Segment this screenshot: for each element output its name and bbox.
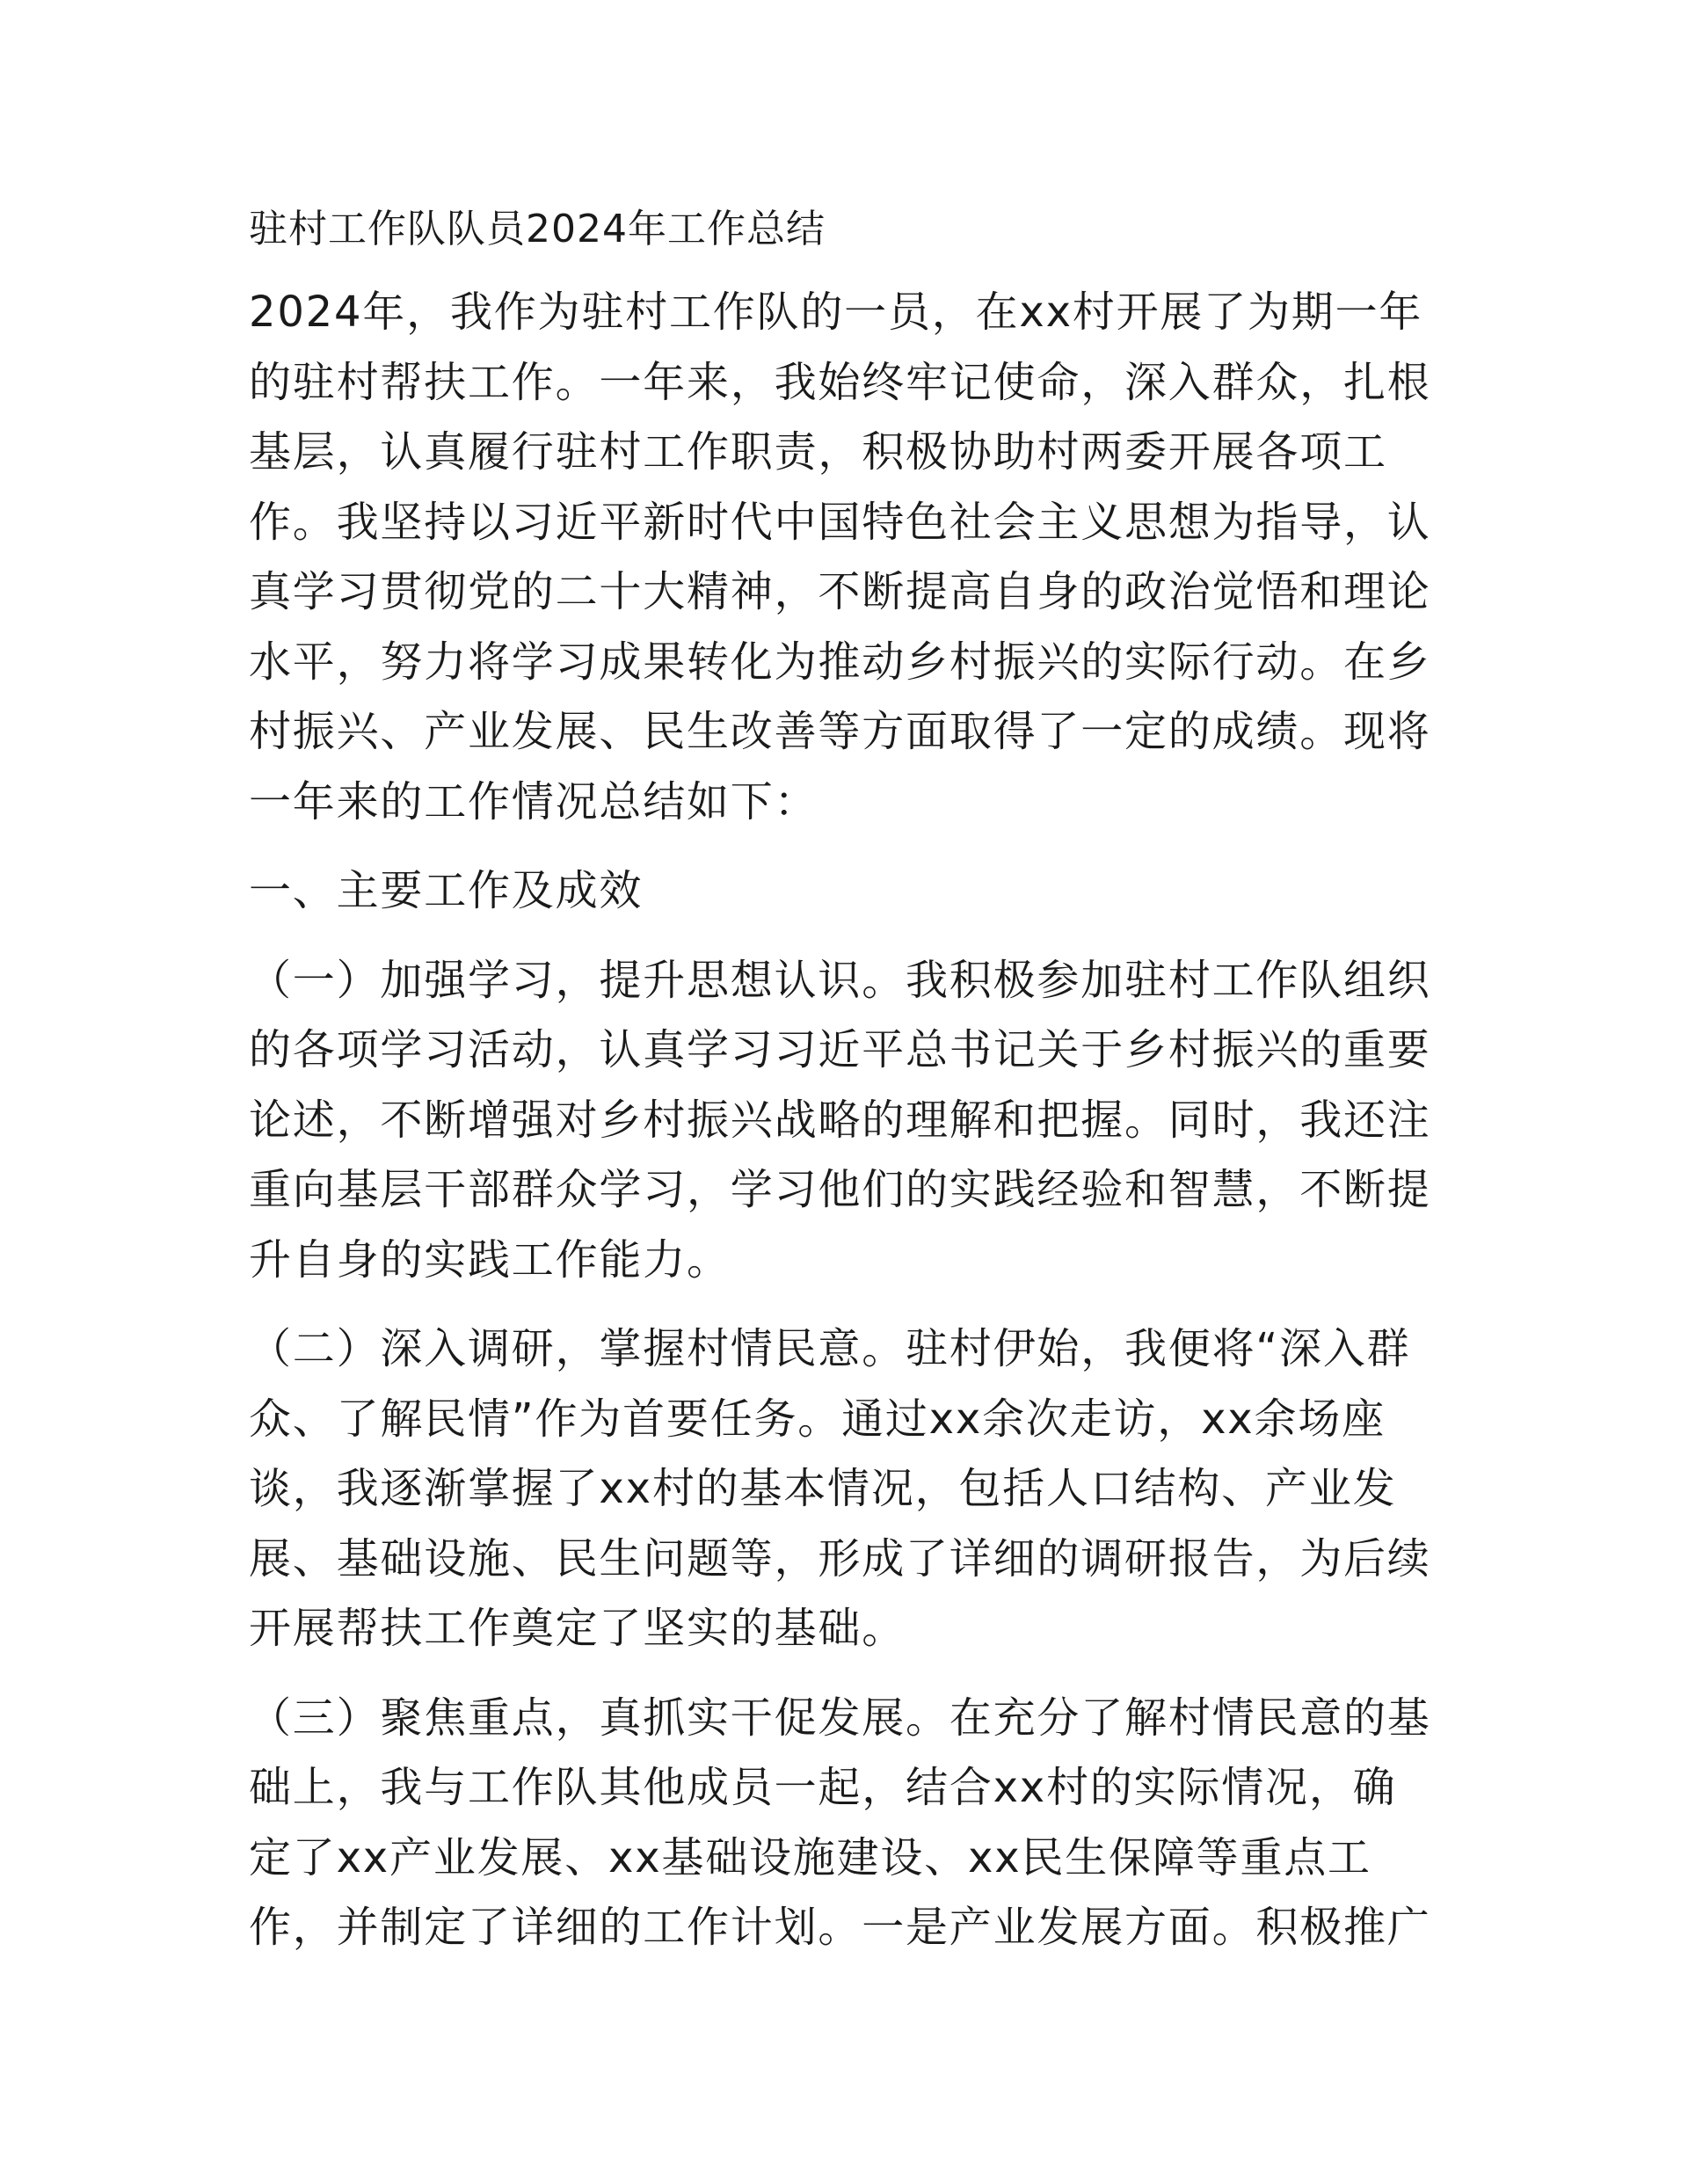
paragraph-line: 基层，认真履行驻村工作职责，积极协助村两委开展各项工	[249, 427, 1387, 477]
paragraph-line: 的驻村帮扶工作。一年来，我始终牢记使命，深入群众，扎根	[249, 357, 1431, 407]
paragraph-line: 众、了解民情”作为首要任务。通过xx余次走访，xx余场座	[249, 1394, 1386, 1444]
paragraph-line: 论述，不断增强对乡村振兴战略的理解和把握。同时，我还注	[249, 1095, 1431, 1145]
item-2-paragraph	[249, 1314, 1440, 1664]
section-heading: 一、主要工作及成效	[249, 866, 644, 915]
paragraph-line: 村振兴、产业发展、民生改善等方面取得了一定的成绩。现将	[249, 707, 1431, 756]
paragraph-line: 升自身的实践工作能力。	[249, 1234, 731, 1285]
intro-paragraph	[249, 278, 1440, 837]
paragraph-line: 一年来的工作情况总结如下：	[249, 776, 819, 826]
document-title: 驻村工作队队员2024年工作总结	[249, 207, 826, 251]
paragraph-line: 水平，努力将学习成果转化为推动乡村振兴的实际行动。在乡	[249, 637, 1431, 687]
paragraph-line: 作。我坚持以习近平新时代中国特色社会主义思想为指导，认	[249, 497, 1431, 547]
paragraph-line: （二）深入调研，掌握村情民意。驻村伊始，我便将“深入群	[249, 1324, 1411, 1373]
paragraph-line: 展、基础设施、民生问题等，形成了详细的调研报告，为后续	[249, 1533, 1431, 1583]
paragraph-line: 础上，我与工作队其他成员一起，结合xx村的实际情况，确	[249, 1763, 1397, 1812]
paragraph-line: 重向基层干部群众学习，学习他们的实践经验和智慧，不断提	[249, 1165, 1431, 1214]
item-1-paragraph	[249, 946, 1440, 1296]
paragraph-line: 作，并制定了详细的工作计划。一是产业发展方面。积极推广	[249, 1903, 1431, 1952]
paragraph-line: 的各项学习活动，认真学习习近平总书记关于乡村振兴的重要	[249, 1025, 1431, 1074]
paragraph-line: （一）加强学习，提升思想认识。我积极参加驻村工作队组织	[249, 955, 1431, 1005]
paragraph-line: 真学习贯彻党的二十大精神，不断提高自身的政治觉悟和理论	[249, 567, 1431, 616]
paragraph-line: 2024年，我作为驻村工作队的一员，在xx村开展了为期一年	[249, 288, 1423, 337]
item-3-paragraph	[249, 1684, 1440, 1963]
paragraph-line: （三）聚焦重点，真抓实干促发展。在充分了解村情民意的基	[249, 1693, 1431, 1743]
paragraph-line: 定了xx产业发展、xx基础设施建设、xx民生保障等重点工	[249, 1832, 1372, 1882]
paragraph-line: 谈，我逐渐掌握了xx村的基本情况，包括人口结构、产业发	[249, 1464, 1397, 1513]
document-body	[249, 200, 1440, 1983]
paragraph-line: 开展帮扶工作奠定了坚实的基础。	[249, 1604, 906, 1653]
